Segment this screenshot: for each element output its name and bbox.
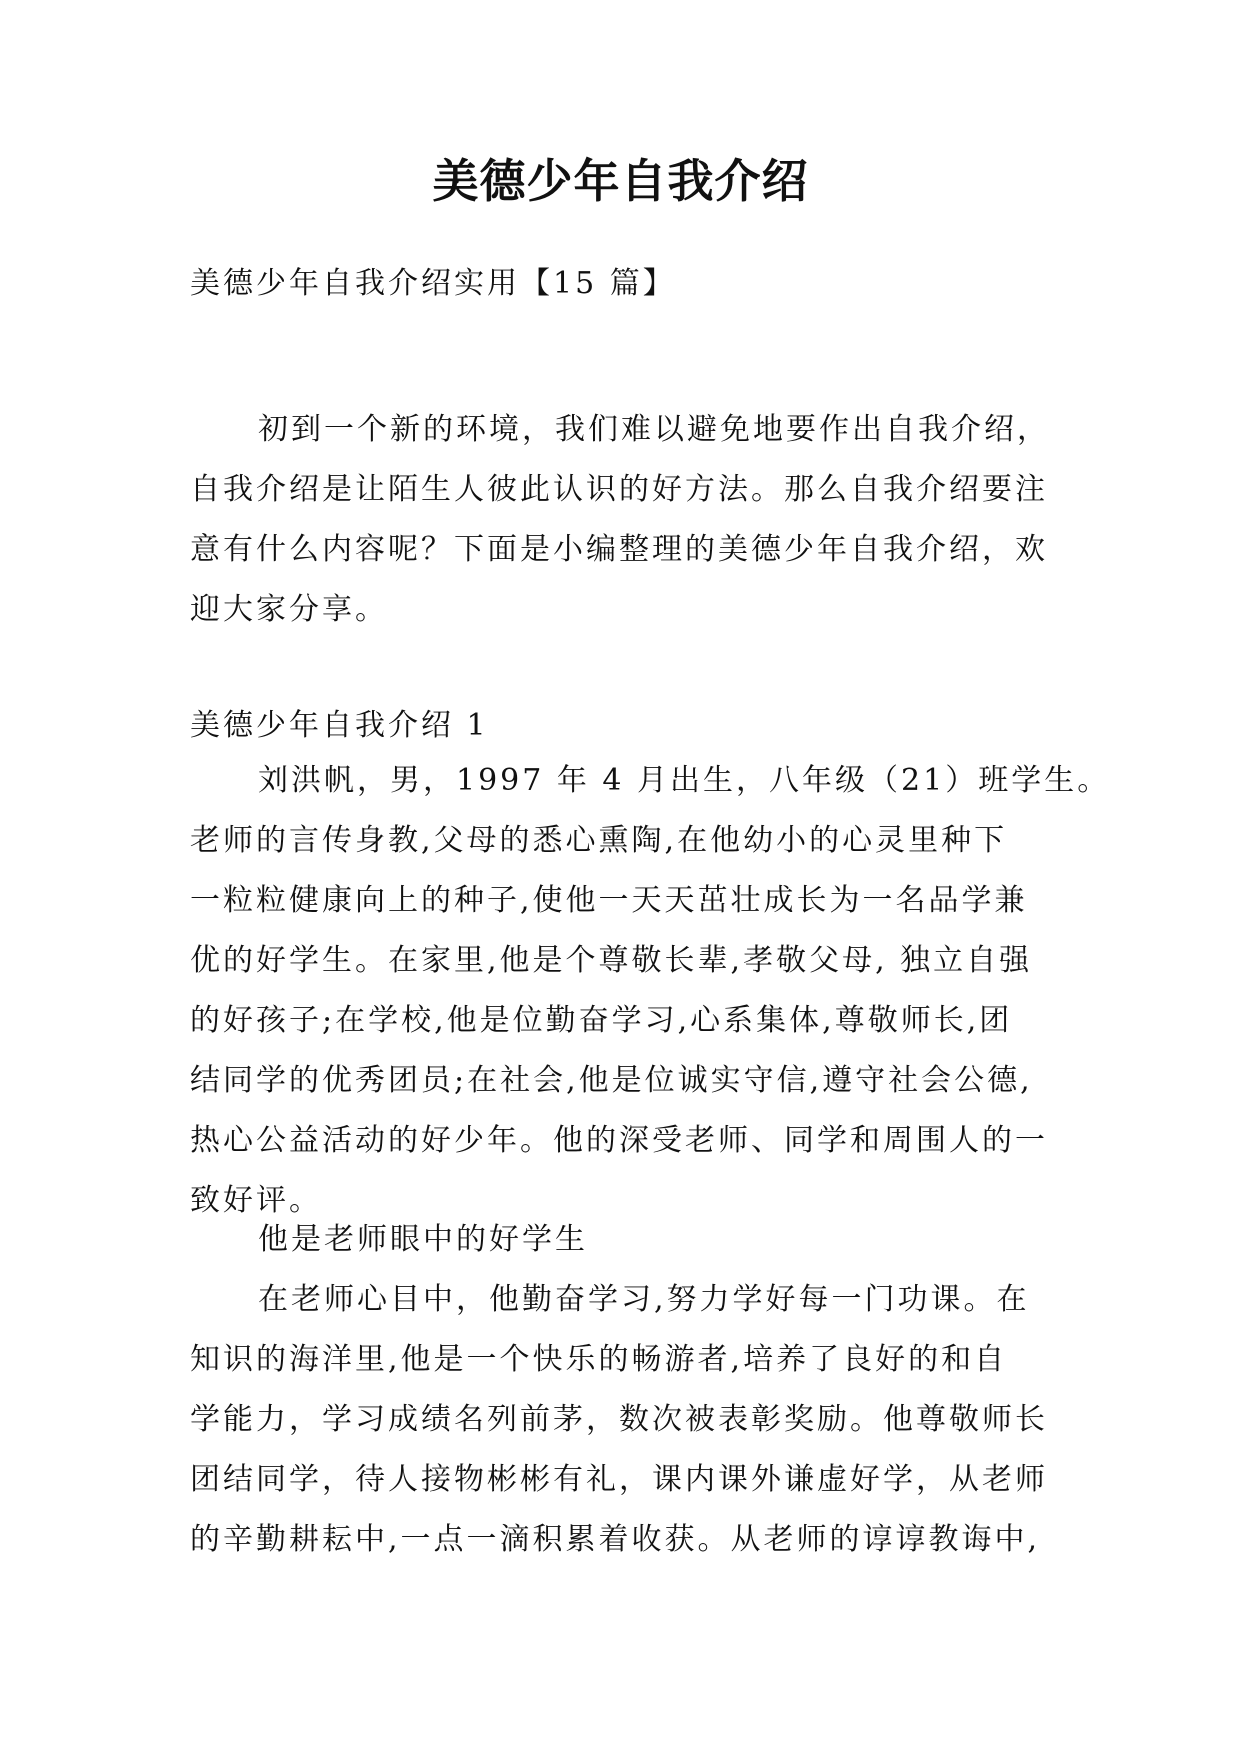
intro-line: 意有什么内容呢？下面是小编整理的美德少年自我介绍，欢 <box>190 532 1048 567</box>
paragraph-line: 老师的言传身教,父母的悉心熏陶,在他幼小的心灵里种下 <box>190 823 1008 858</box>
paragraph-line: 知识的海洋里,他是一个快乐的畅游者,培养了良好的和自 <box>190 1342 1008 1377</box>
intro-line: 自我介绍是让陌生人彼此认识的好方法。那么自我介绍要注 <box>190 472 1048 507</box>
paragraph-line: 热心公益活动的好少年。他的深受老师、同学和周围人的一 <box>190 1123 1048 1158</box>
paragraph-line: 的辛勤耕耘中,一点一滴积累着收获。从老师的谆谆教诲中, <box>190 1522 1041 1557</box>
paragraph-line: 一粒粒健康向上的种子,使他一天天茁壮成长为一名品学兼 <box>190 883 1028 918</box>
paragraph-line: 学能力，学习成绩名列前茅，数次被表彰奖励。他尊敬师长 <box>190 1402 1048 1437</box>
paragraph-line: 团结同学，待人接物彬彬有礼，课内课外谦虚好学，从老师 <box>190 1462 1048 1497</box>
paragraph-line: 在老师心目中，他勤奋学习,努力学好每一门功课。在 <box>258 1282 1030 1317</box>
section-paragraph-2: 他是老师眼中的好学生 <box>258 1222 588 1257</box>
intro-paragraph <box>190 400 1050 640</box>
paragraph-line: 刘洪帆，男，1997 年 4 月出生，八年级（21）班学生。 <box>258 763 1111 798</box>
intro-line: 初到一个新的环境，我们难以避免地要作出自我介绍， <box>258 412 1050 447</box>
section-heading: 美德少年自我介绍 1 <box>190 708 489 743</box>
paragraph-line: 的好孩子;在学校,他是位勤奋学习,心系集体,尊敬师长,团 <box>190 1003 1013 1038</box>
section-paragraph-3 <box>190 1270 1050 1570</box>
document-title: 美德少年自我介绍 <box>432 154 809 208</box>
paragraph-line: 优的好学生。在家里,他是个尊敬长辈,孝敬父母, 独立自强 <box>190 943 1033 978</box>
section-paragraph-1 <box>190 751 1111 1231</box>
paragraph-line: 致好评。 <box>190 1183 322 1218</box>
paragraph-line: 结同学的优秀团员;在社会,他是位诚实守信,遵守社会公德, <box>190 1063 1033 1098</box>
intro-line: 迎大家分享。 <box>190 592 388 627</box>
document-subtitle: 美德少年自我介绍实用【15 篇】 <box>190 266 676 301</box>
